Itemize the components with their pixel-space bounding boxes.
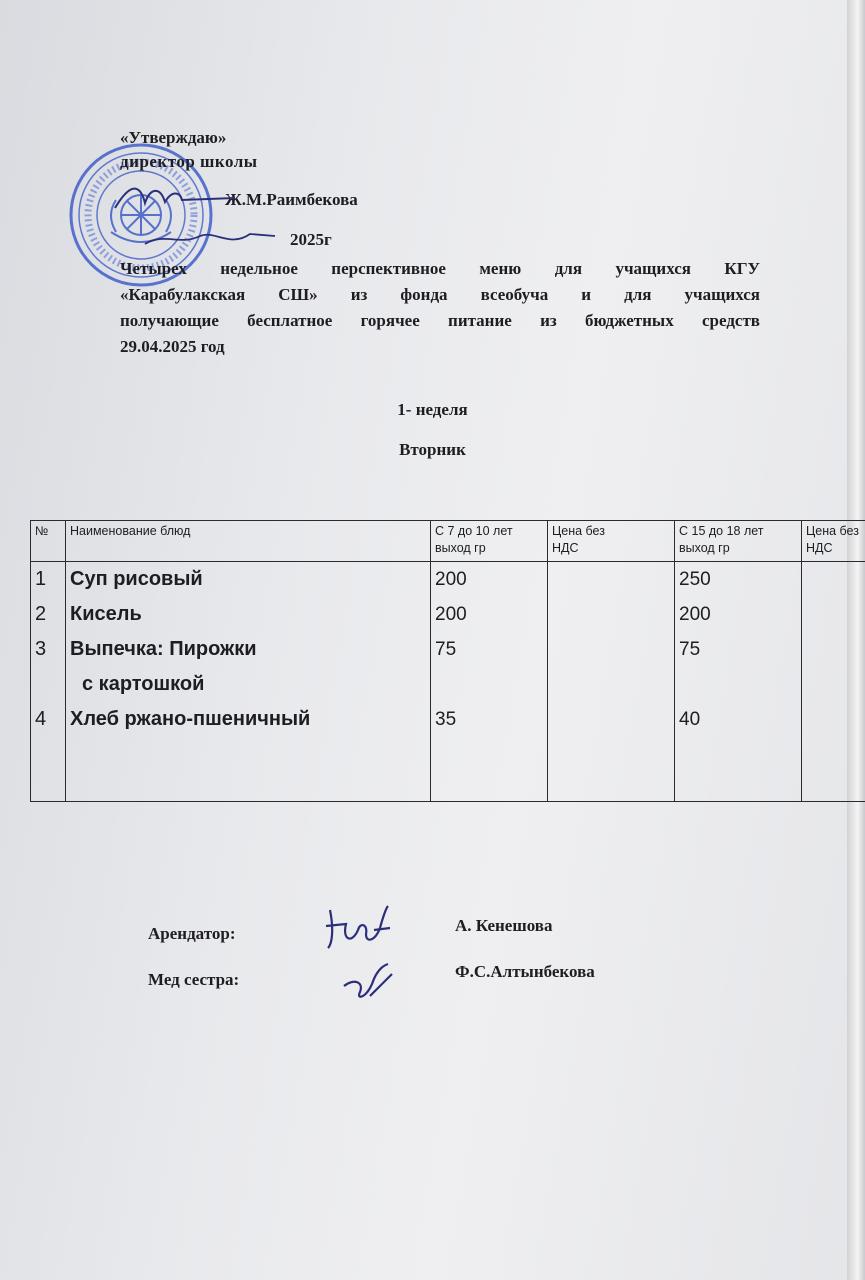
price-2-cell: [802, 562, 865, 802]
header-age-15-18-line-1: С 15 до 18 лет: [679, 524, 764, 538]
header-price-2-line-1: Цена без: [806, 524, 859, 538]
grams-value: 75: [435, 639, 457, 660]
header-price-1-line-1: Цена без: [552, 524, 605, 538]
header-number: №: [31, 521, 66, 562]
approval-year: 2025г: [290, 230, 332, 249]
row-number-spacer: [35, 667, 65, 702]
title-line-1: Четырех недельное перспективное меню для учащихся КГУ: [120, 259, 760, 278]
week-label: 1- неделя: [397, 400, 468, 419]
table-row: [31, 562, 865, 802]
row-number: 3: [35, 638, 47, 660]
title-line-2: «Карабулакская СШ» из фонда всеобуча и для учащихся: [120, 285, 760, 304]
tenant-name: А. Кенешова: [455, 916, 553, 935]
title-line-3: получающие бесплатное горячее питание из бюджетных средств: [120, 311, 760, 330]
header-age-15-18: [675, 521, 802, 562]
header-price-2-line-2: НДС: [806, 541, 833, 555]
head-name: Ж.М.Раимбекова: [225, 190, 358, 209]
row-number: 4: [35, 708, 47, 730]
grams-value: 35: [435, 709, 457, 730]
nurse-name: Ф.С.Алтынбекова: [455, 962, 595, 981]
dish-name: Выпечка: Пирожки: [70, 638, 257, 660]
menu-table: [30, 520, 865, 802]
dish-name: Хлеб ржано-пшеничный: [70, 708, 311, 730]
grams-value: 75: [679, 639, 701, 660]
grams-spacer: [679, 667, 801, 702]
director-position: директор школы: [120, 152, 258, 171]
approve-label: «Утверждаю»: [120, 128, 227, 147]
date-handwriting: [140, 222, 280, 252]
header-dish-name: Наименование блюд: [66, 521, 431, 562]
grams-value: 250: [679, 569, 711, 590]
grams-value: 200: [435, 569, 467, 590]
header-price-1: [548, 521, 675, 562]
dish-name-continued: с картошкой: [82, 673, 205, 695]
grams-value: 40: [679, 709, 701, 730]
header-price-1-line-2: НДС: [552, 541, 579, 555]
price-1-cell: [548, 562, 675, 802]
weekday-label: Вторник: [399, 440, 466, 459]
grams-7-10: [431, 562, 548, 802]
header-age-15-18-line-2: выход гр: [679, 541, 730, 555]
dish-name: Суп рисовый: [70, 568, 203, 590]
title-date: 29.04.2025 год: [120, 337, 225, 356]
tenant-label: Арендатор:: [148, 924, 236, 943]
table-header-row: [31, 521, 865, 562]
grams-value: 200: [435, 604, 467, 625]
grams-value: 200: [679, 604, 711, 625]
director-signature: [110, 178, 240, 218]
header-age-7-10: [431, 521, 548, 562]
row-numbers: [31, 562, 66, 802]
header-price-2: [802, 521, 865, 562]
grams-spacer: [435, 667, 547, 702]
nurse-signature: [340, 960, 400, 1002]
dish-name: Кисель: [70, 603, 142, 625]
dish-names: [66, 562, 431, 802]
grams-15-18: [675, 562, 802, 802]
document-title: [120, 256, 760, 360]
nurse-label: Мед сестра:: [148, 970, 240, 989]
row-number: 2: [35, 603, 47, 625]
row-number: 1: [35, 568, 47, 590]
header-age-7-10-line-2: выход гр: [435, 541, 486, 555]
header-age-7-10-line-1: С 7 до 10 лет: [435, 524, 513, 538]
tenant-signature: [322, 900, 392, 952]
